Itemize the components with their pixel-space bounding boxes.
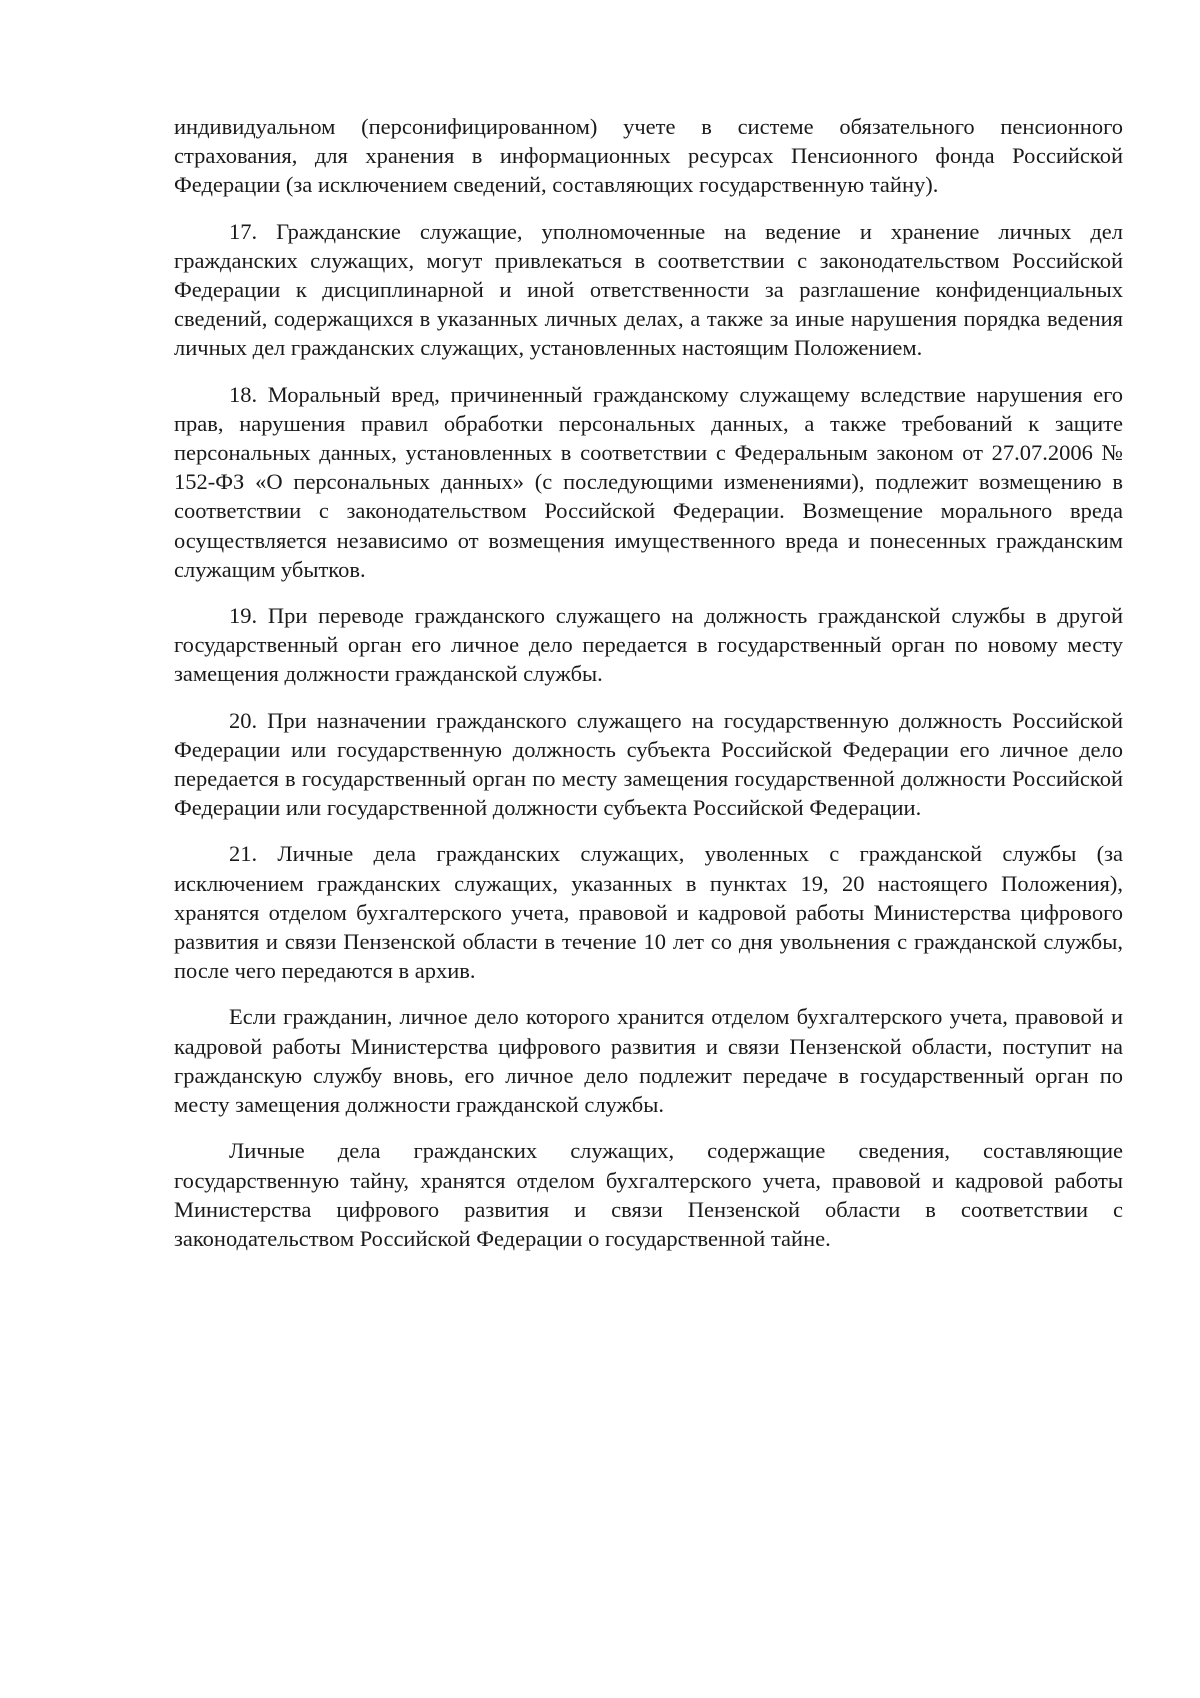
- paragraph-21-part-2: Если гражданин, личное дело которого хранится отделом бухгалтерского учета, правовой и кадровой работы Министерства цифрового развития и связи Пензенской области, поступит на гражданскую службу вновь, его личное дело подлежит передаче в государственный орган по месту замещения должности гражданской службы.: [174, 1004, 1123, 1118]
- paragraph-21: 21. Личные дела гражданских служащих, уволенных с гражданской службы (за исключением гражданских служащих, указанных в пунктах 19, 20 настоящего Положения), хранятся отделом бухгалтерского учета, правовой и кадровой работы Министерства цифрового развития и связи Пензенской области в течение 10 лет со дня увольнения с гражданской службы, после чего передаются в архив.: [174, 841, 1123, 984]
- paragraph-21-part-3: Личные дела гражданских служащих, содержащие сведения, составляющие государственную тайну, хранятся отделом бухгалтерского учета, правовой и кадровой работы Министерства цифрового развития и связи Пензенской области в соответствии с законодательством Российской Федерации о государственной тайне.: [174, 1138, 1123, 1251]
- paragraph-19: 19. При переводе гражданского служащего на должность гражданской службы в другой государственный орган его личное дело передается в государственный орган по новому месту замещения должности гражданской службы.: [174, 603, 1123, 687]
- paragraph-17: 17. Гражданские служащие, уполномоченные на ведение и хранение личных дел гражданских служащих, могут привлекаться в соответствии с законодательством Российской Федерации к дисциплинарной и иной ответственности за разглашение конфиденциальных сведений, содержащихся в указанных личных делах, а также за иные нарушения порядка ведения личных дел гражданских служащих, установленных настоящим Положением.: [174, 218, 1123, 361]
- paragraph-18: 18. Моральный вред, причиненный гражданскому служащему вследствие нарушения его прав, нарушения правил обработки персональных данных, а также требований к защите персональных данных, установленных в соответствии с Федеральным законом от 27.07.2006 № 152-ФЗ «О персональных данных» (с последующими изменениями), подлежит возмещению в соответствии с законодательством Российской Федерации. Возмещение морального вреда осуществляется независимо от возмещения имущественного вреда и понесенных гражданским служащим убытков.: [174, 381, 1123, 582]
- paragraph-continued: индивидуальном (персонифицированном) учете в системе обязательного пенсионного страхования, для хранения в информационных ресурсах Пенсионного фонда Российской Федерации (за исключением сведений, составляющих государственную тайну).: [174, 114, 1123, 198]
- document-body: [174, 112, 1123, 1270]
- paragraph-20: 20. При назначении гражданского служащего на государственную должность Российской Федерации или государственную должность субъекта Российской Федерации его личное дело передается в государственный орган по месту замещения государственной должности Российской Федерации или государственной должности субъекта Российской Федерации.: [174, 707, 1123, 821]
